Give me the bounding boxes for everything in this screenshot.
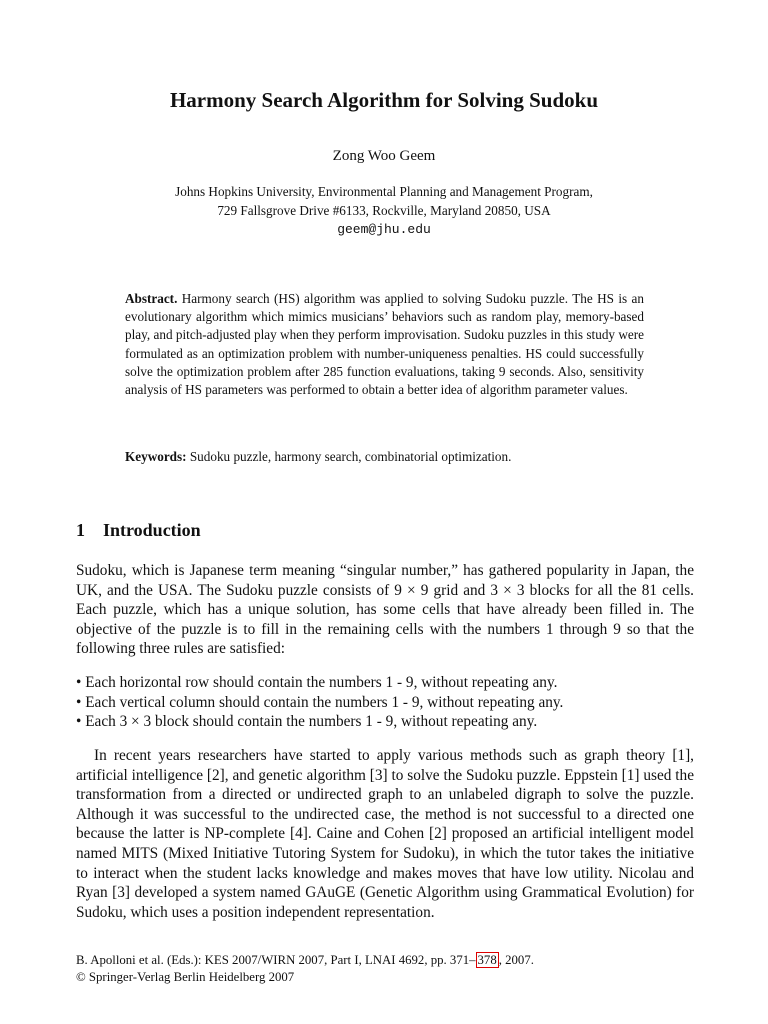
citation-line [76, 952, 694, 969]
intro-paragraph-2: In recent years researchers have started to apply various methods such as graph theory [1], artificial intelligence [2], and genetic algorithm [3] to solve the Sudoku puzzle. Eppstein [1] used the transformation from a directed or undirected graph to an unlabeled digraph to solve the puzzle. Although it was successful to the undirected case, the method is not successful to a directed one because the latter is NP-complete [4]. Caine and Cohen [2] proposed an artificial intelligent model named MITS (Mixed Initiative Tutoring System for Sudoku), in which the tutor takes the initiative to interact when the student lacks knowledge and makes moves that have low utility. Nicolau and Ryan [3] developed a system named GAuGE (Genetic Algorithm using Grammatical Evolution) for Sudoku, which uses a position independent representation. [76, 747, 694, 921]
section-number: 1 [76, 520, 85, 540]
citation-suffix: , 2007. [498, 953, 534, 967]
author-name: Zong Woo Geem [332, 148, 436, 164]
copyright-line: © Springer-Verlag Berlin Heidelberg 2007 [76, 970, 295, 984]
section-title: Introduction [103, 520, 201, 540]
rule-item: • Each vertical column should contain the numbers 1 - 9, without repeating any. [76, 693, 694, 713]
intro-paragraph-1: Sudoku, which is Japanese term meaning “singular number,” has gathered popularity in Japan, the UK, and the USA. The Sudoku puzzle consists of 9 × 9 grid and 3 × 3 blocks for all the 81 cells. Each puzzle, which has a unique solution, has some cells that have already been filled in. The objective of the puzzle is to fill in the remaining cells with the numbers 1 through 9 so that the following three rules are satisfied: [76, 562, 694, 658]
abstract-text: Harmony search (HS) algorithm was applied to solving Sudoku puzzle. The HS is an evolutionary algorithm which mimics musicians’ behaviors such as random play, memory-based play, and pitch-adjusted play when they perform improvisation. Sudoku puzzles in this study were formulated as an optimization problem with number-uniqueness penalties. HS could successfully solve the optimization problem after 285 function evaluations, taking 9 seconds. Also, sensitivity analysis of HS parameters was performed to obtain a better idea of algorithm parameter values. [125, 291, 644, 398]
affiliation-line-1: Johns Hopkins University, Environmental Planning and Management Program, [175, 184, 593, 199]
abstract-label: Abstract. [125, 291, 178, 306]
affiliation-line-2: 729 Fallsgrove Drive #6133, Rockville, Maryland 20850, USA [217, 203, 551, 218]
rule-item: • Each horizontal row should contain the numbers 1 - 9, without repeating any. [76, 673, 694, 693]
rule-item: • Each 3 × 3 block should contain the numbers 1 - 9, without repeating any. [76, 712, 694, 732]
author-email: geem@jhu.edu [337, 222, 431, 237]
keywords-text: Sudoku puzzle, harmony search, combinatorial optimization. [189, 449, 512, 464]
page-range-link[interactable]: 378 [477, 953, 497, 967]
citation-prefix: B. Apolloni et al. (Eds.): KES 2007/WIRN 2007, Part I, LNAI 4692, pp. 371– [76, 953, 476, 967]
paper-title: Harmony Search Algorithm for Solving Sudoku [169, 88, 599, 112]
affiliation [0, 182, 768, 239]
keywords [125, 448, 644, 466]
sudoku-rules-list [76, 673, 694, 732]
section-heading [76, 520, 201, 541]
page-footer [76, 952, 694, 986]
abstract [125, 290, 644, 399]
keywords-label: Keywords: [125, 449, 187, 464]
